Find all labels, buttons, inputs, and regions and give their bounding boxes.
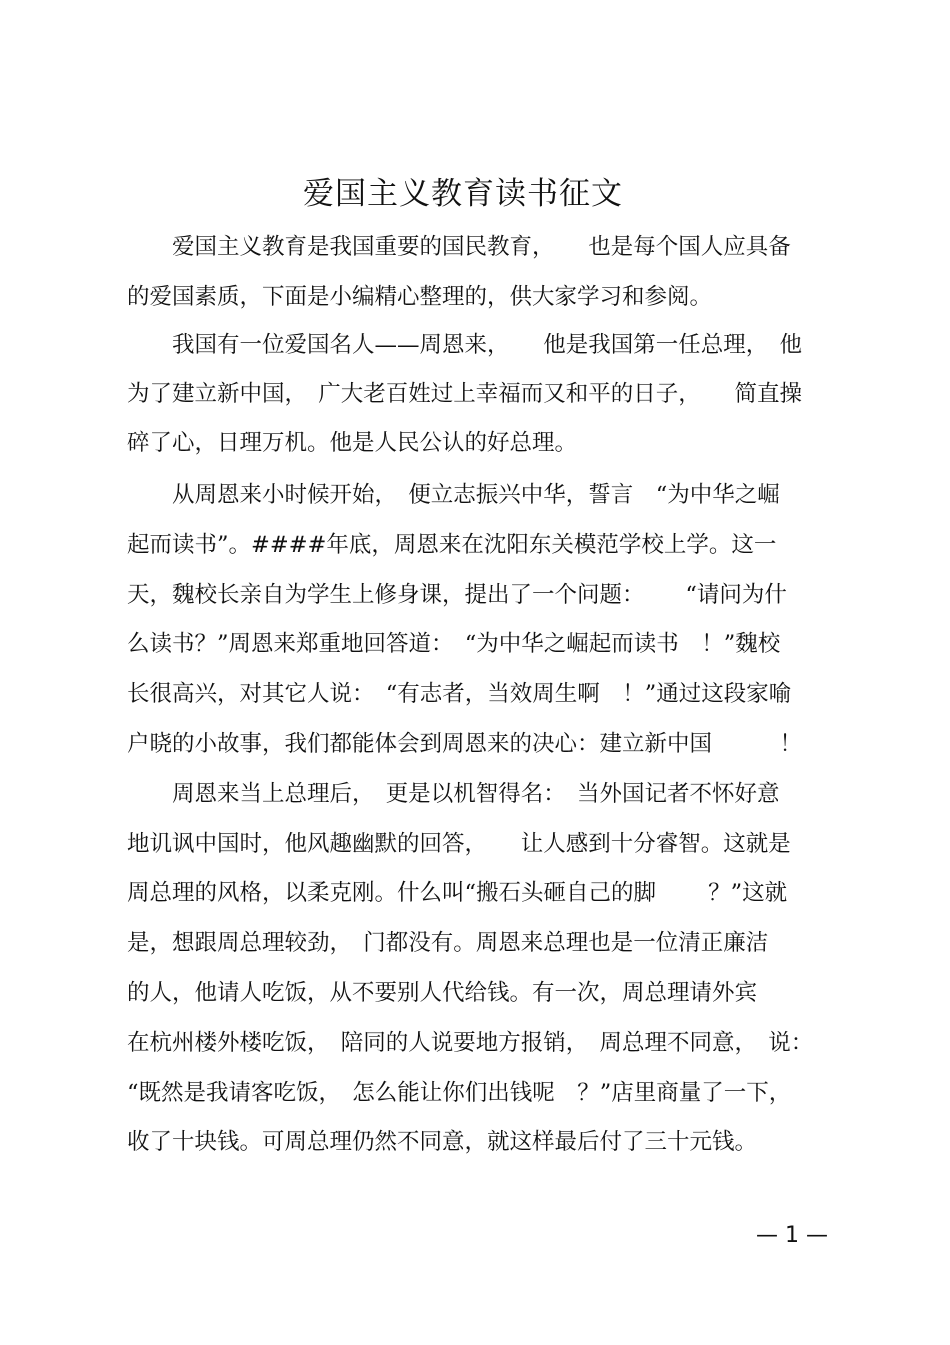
body-line: 的爱国素质，下面是小编精心整理的，供大家学习和参阅。 — [127, 284, 713, 310]
body-line: 周总理的风格，以柔克刚。什么叫“搬石头砸自己的脚 ？”这就 — [127, 880, 788, 906]
body-line: 天，魏校长亲自为学生上修身课，提出了一个问题： “请问为什 — [127, 582, 787, 608]
body-line: 为了建立新中国， 广大老百姓过上幸福而又和平的日子， 简直操 — [127, 381, 803, 407]
body-line: 是，想跟周总理较劲， 门都没有。周恩来总理也是一位清正廉洁 — [127, 930, 769, 956]
body-line: 在杭州楼外楼吃饭， 陪同的人说要地方报销， 周总理不同意， 说： — [127, 1030, 814, 1056]
body-line: 从周恩来小时候开始， 便立志振兴中华，誓言 “为中华之崛 — [127, 482, 780, 508]
document-title: 爱国主义教育读书征文 — [303, 176, 623, 212]
body-line: 我国有一位爱国名人——周恩来， 他是我国第一任总理， 他 — [127, 332, 803, 358]
body-line: 长很高兴，对其它人说： “有志者，当效周生啊 ！”通过这段家喻 — [127, 681, 792, 707]
body-line: 地讥讽中国时，他风趣幽默的回答， 让人感到十分睿智。这就是 — [127, 831, 791, 857]
body-line: 收了十块钱。可周总理仍然不同意，就这样最后付了三十元钱。 — [127, 1129, 758, 1155]
body-line: 户晓的小故事，我们都能体会到周恩来的决心：建立新中国 ！ — [127, 731, 803, 757]
body-line: “既然是我请客吃饭， 怎么能让你们出钱呢 ？”店里商量了一下， — [127, 1080, 792, 1106]
page-number: — 1 — — [756, 1223, 828, 1248]
body-line: 么读书？”周恩来郑重地回答道： “为中华之崛起而读书 ！”魏校 — [127, 631, 781, 657]
body-line: 起而读书”。####年底，周恩来在沈阳东关模范学校上学。这一 — [127, 532, 777, 558]
body-line: 的人，他请人吃饭，从不要别人代给钱。有一次，周总理请外宾 — [127, 980, 758, 1006]
body-line: 碎了心，日理万机。他是人民公认的好总理。 — [127, 430, 578, 456]
body-line: 周恩来当上总理后， 更是以机智得名： 当外国记者不怀好意 — [127, 781, 780, 807]
body-line: 爱国主义教育是我国重要的国民教育， 也是每个国人应具备 — [127, 234, 791, 260]
